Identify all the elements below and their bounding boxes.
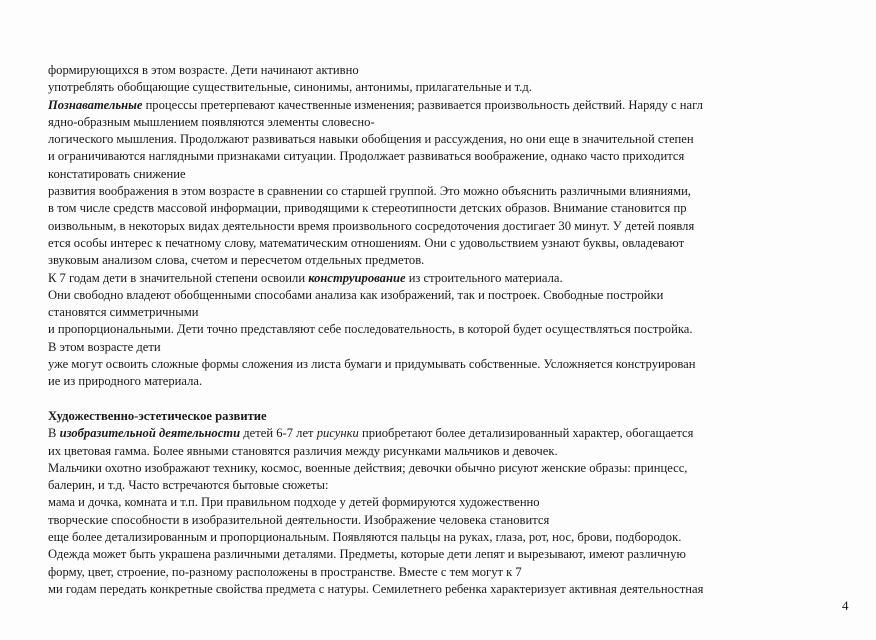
text-run: мама и дочка, комната и т.п. При правильном подходе у детей формируются художественно: [48, 495, 540, 510]
page-number: 4: [842, 598, 849, 613]
text-line: [48, 373, 852, 390]
text-run: ядно-образным мышлением появляются элементы словесно-: [48, 114, 375, 129]
text-run: становятся симметричными: [48, 305, 199, 320]
text-line: [48, 477, 852, 494]
text-run: Одежда может быть украшена различными деталями. Предметы, которые дети лепят и вырезывают, имеют различную: [48, 547, 686, 562]
text-run: В этом возрасте дети: [48, 339, 161, 354]
text-line: [48, 270, 852, 287]
text-line: [48, 166, 852, 183]
section-heading: Художественно-эстетическое развитие: [48, 408, 267, 423]
text-line: [48, 425, 852, 442]
text-line: [48, 460, 852, 477]
text-line: [48, 321, 852, 338]
text-line: [48, 148, 852, 165]
text-line: [48, 62, 852, 79]
text-run: ми годам передать конкретные свойства предмета с натуры. Семилетнего ребенка характеризует активная деятельностная: [48, 581, 704, 596]
emphasis-term: Познавательные: [48, 97, 143, 112]
text-line: [48, 131, 852, 148]
text-line: [48, 183, 852, 200]
text-run: Они свободно владеют обобщенными способами анализа как изображений, так и построек. Свободные постройки: [48, 287, 664, 302]
text-run: К 7 годам дети в значительной степени освоили: [48, 270, 309, 285]
text-line: [48, 356, 852, 373]
main-text-block: [48, 62, 852, 391]
text-run: из строительного материала.: [405, 270, 563, 285]
text-line: [48, 200, 852, 217]
text-run: оизвольным, в некоторых видах деятельности время произвольного сосредоточения достигает 30 минут. У детей появля: [48, 218, 695, 233]
text-line: [48, 564, 852, 581]
text-run: ется особы интерес к печатному слову, математическим отношениям. Они с удовольствием узнают буквы, овладевают: [48, 235, 685, 250]
text-run: их цветовая гамма. Более явными становятся различия между рисунками мальчиков и девочек.: [48, 443, 558, 458]
emphasis-term: конструирование: [308, 270, 406, 285]
emphasis-term: изобразительной деятельности: [59, 426, 241, 441]
text-run: процессы претерпевают качественные изменения; развивается произвольность действий. Наряду с нагл: [142, 97, 703, 112]
text-line: [48, 494, 852, 511]
text-run: детей 6-7 лет: [240, 426, 317, 441]
text-line: [48, 287, 852, 304]
text-line: [48, 529, 852, 546]
text-line: [48, 235, 852, 252]
text-line: [48, 304, 852, 321]
section-text-block: [48, 425, 852, 598]
text-run: и ограничиваются наглядными признаками ситуации. Продолжает развиваться воображение, однако часто приходится: [48, 149, 685, 164]
text-run: развития воображения в этом возрасте в сравнении со старшей группой. Это можно объяснить различными влияниями,: [48, 184, 691, 199]
text-run: в том числе средств массовой информации, приводящими к стереотипности детских образов. Внимание становится пр: [48, 201, 687, 216]
text-line: [48, 581, 852, 598]
text-run: констатировать снижение: [48, 166, 186, 181]
text-run: звуковым анализом слова, счетом и пересчетом отдельных предметов.: [48, 253, 425, 268]
text-run: Мальчики охотно изображают технику, космос, военные действия; девочки обычно рисуют женские образы: принцесс,: [48, 460, 688, 475]
text-run: В: [48, 426, 60, 441]
text-run: ие из природного материала.: [48, 374, 203, 389]
text-run: еще более детализированным и пропорциональным. Появляются пальцы на руках, глаза, рот, нос, брови, подбородок.: [48, 530, 682, 545]
text-run: форму, цвет, строение, по-разному расположены в пространстве. Вместе с тем могут к 7: [48, 564, 522, 579]
section-gap: [48, 391, 852, 408]
text-run: употреблять обобщающие существительные, синонимы, антонимы, прилагательные и т.д.: [48, 80, 532, 95]
text-run: балерин, и т.д. Часто встречаются бытовые сюжеты:: [48, 478, 329, 493]
text-run: приобретают более детализированный характер, обогащается: [358, 426, 694, 441]
text-line: [48, 218, 852, 235]
text-line: [48, 97, 852, 114]
text-run: и пропорциональными. Дети точно представляют себе последовательность, в которой будет осуществляться постройка.: [48, 322, 693, 337]
text-line: [48, 512, 852, 529]
text-run: уже могут освоить сложные формы сложения из листа бумаги и придумывать собственные. Усложняется конструирован: [48, 357, 696, 372]
text-line: [48, 339, 852, 356]
text-line: [48, 79, 852, 96]
text-line: [48, 114, 852, 131]
italic-term: рисунки: [316, 426, 359, 441]
text-run: формирующихся в этом возрасте. Дети начинают активно: [48, 63, 359, 77]
document-body: [48, 62, 852, 598]
text-line: [48, 252, 852, 269]
text-line: [48, 546, 852, 563]
text-run: творческие способности в изобразительной деятельности. Изображение человека становится: [48, 512, 550, 527]
text-line: [48, 443, 852, 460]
text-run: логического мышления. Продолжают развиваться навыки обобщения и рассуждения, но они еще в значительной степен: [48, 132, 694, 147]
